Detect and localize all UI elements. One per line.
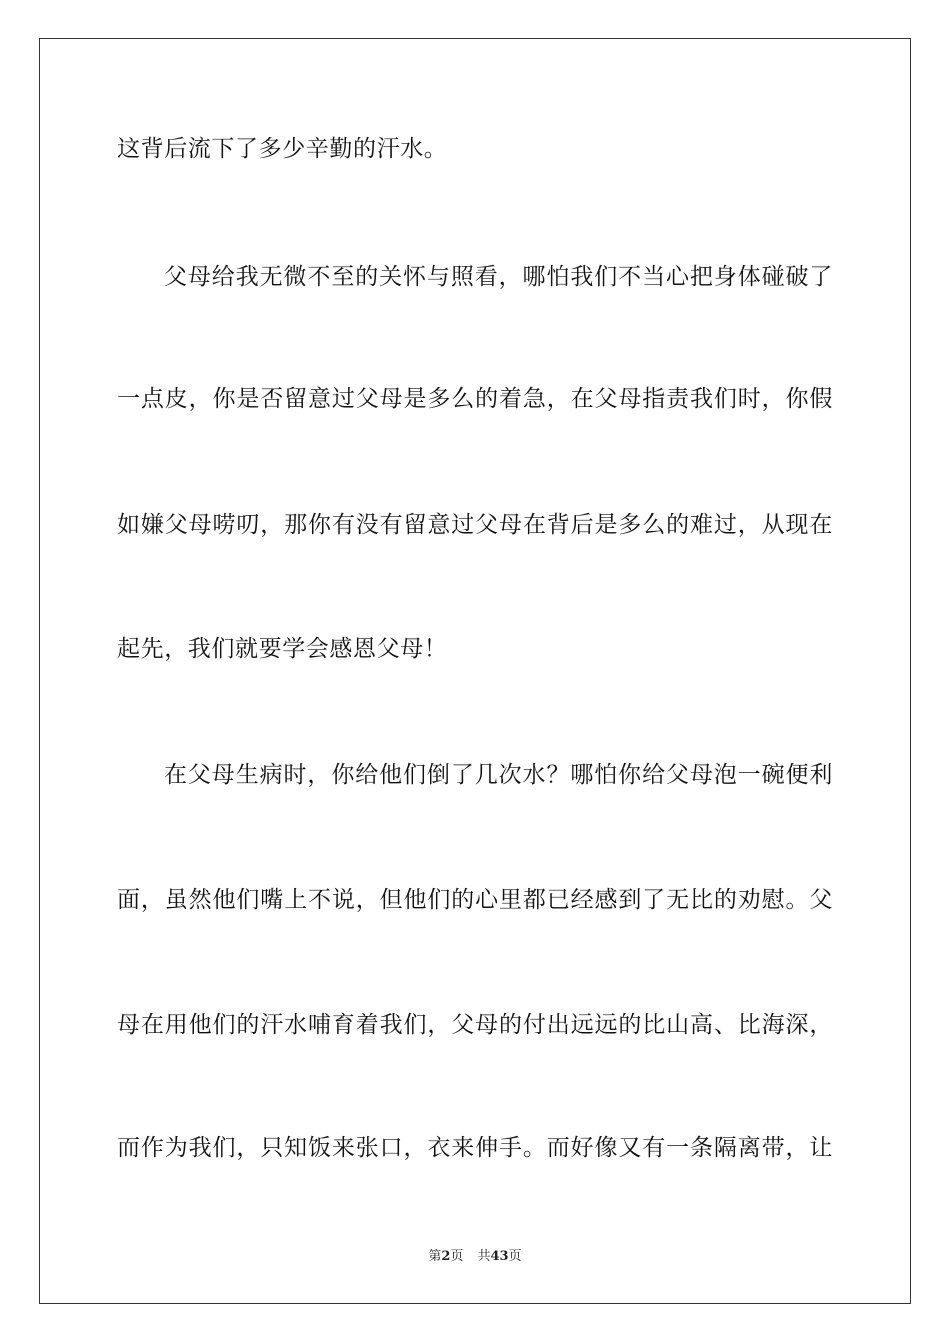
- page-prefix: 第: [428, 1249, 442, 1264]
- total-suffix: 页: [508, 1249, 522, 1264]
- text-line: 面，虽然他们嘴上不说，但他们的心里都已经感到了无比的劝慰。父: [117, 887, 833, 913]
- total-prefix: 共: [477, 1249, 491, 1264]
- text-line: 这背后流下了多少辛勤的汗水。: [117, 136, 448, 162]
- text-line: 而作为我们，只知饭来张口，衣来伸手。而好像又有一条隔离带，让: [117, 1135, 833, 1161]
- text-line: 父母给我无微不至的关怀与照看，哪怕我们不当心把身体碰破了: [164, 264, 833, 290]
- text-line: 一点皮，你是否留意过父母是多么的着急，在父母指责我们时，你假: [117, 386, 833, 412]
- total-pages: 43: [490, 1249, 509, 1264]
- text-line: 如嫌父母唠叨，那你有没有留意过父母在背后是多么的难过，从现在: [117, 512, 833, 538]
- text-line: 起先，我们就要学会感恩父母！: [117, 636, 448, 662]
- page-border: [39, 38, 911, 1304]
- text-line: 在父母生病时，你给他们倒了几次水？哪怕你给父母泡一碗便利: [164, 762, 833, 788]
- page-footer: [0, 1248, 950, 1266]
- page-suffix: 页: [450, 1249, 464, 1264]
- page-number: 2: [441, 1249, 451, 1264]
- text-line: 母在用他们的汗水哺育着我们，父母的付出远远的比山高、比海深，: [117, 1012, 833, 1038]
